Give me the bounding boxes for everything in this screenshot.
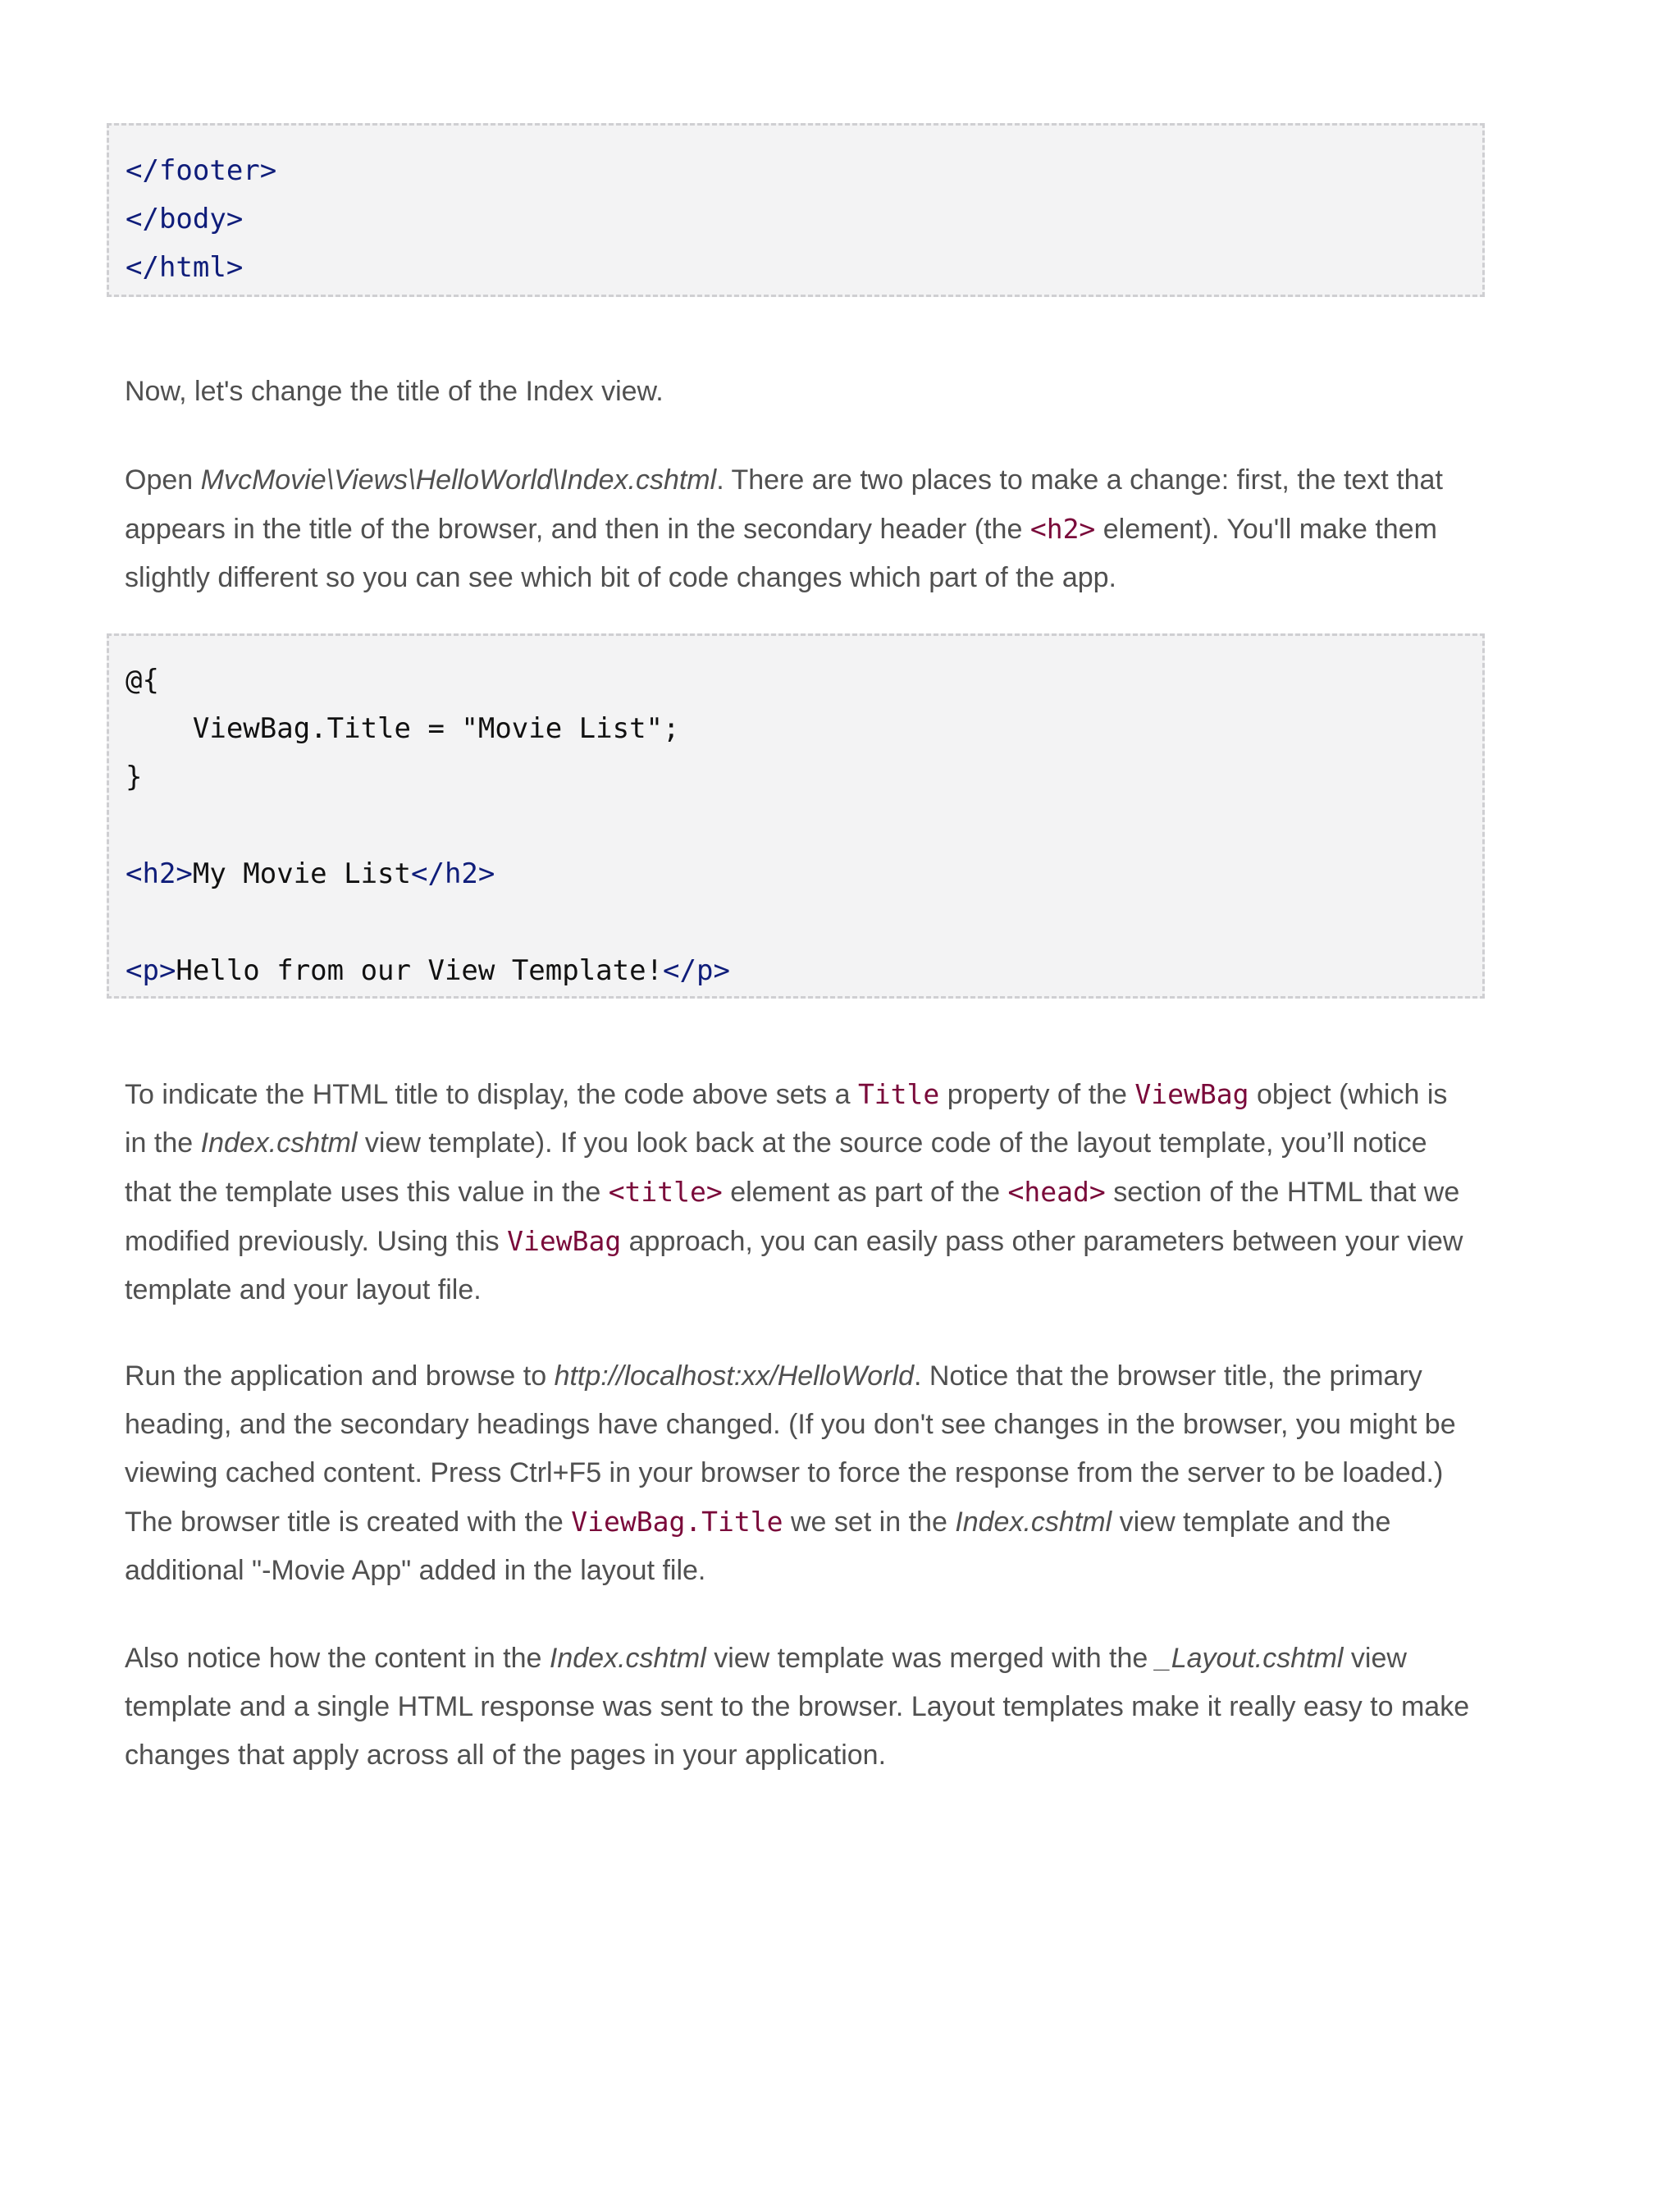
file-name: _Layout.cshtml	[1155, 1643, 1344, 1674]
text: Open	[125, 464, 201, 496]
text: we set in the	[783, 1506, 956, 1538]
text: view template and a single HTML response was sent to the browser. Layout templates make it really easy to make changes that apply across all of the pages in your application.	[125, 1643, 1470, 1771]
inline-code-viewbag-title: ViewBag.Title	[571, 1506, 783, 1538]
text: approach, you can easily pass other parameters between your view template and your layout file.	[125, 1226, 1463, 1305]
text: view template). If you look back at the source code of the layout template, you’ll notice that the template uses this value in the	[125, 1127, 1427, 1208]
inline-code-viewbag: ViewBag	[1134, 1078, 1249, 1110]
text: view template was merged with the	[705, 1643, 1156, 1674]
code-block-closing-tags	[107, 123, 1485, 297]
text: element as part of the	[722, 1177, 1008, 1208]
code-line: ViewBag.Title = "Movie List";	[126, 712, 680, 745]
text: . There are two places to make a change: first, the text that appears in the title of the browser, and then in the secondary header (the	[125, 464, 1443, 545]
text: object (which is in the	[125, 1079, 1448, 1159]
paragraph-layout-merge	[125, 1634, 1470, 1780]
text: . Notice that the browser title, the primary heading, and the secondary headings have changed. (If you don't see changes in the browser, you might be viewing cached content. Press Ctrl+F5 in your browser to force the response from the server to be loaded.) The browser title is created with the	[125, 1360, 1456, 1538]
url: http://localhost:xx/HelloWorld	[554, 1360, 914, 1392]
file-name: Index.cshtml	[955, 1506, 1112, 1538]
text: Also notice how the content in the	[125, 1643, 550, 1674]
inline-code-head-tag: <head>	[1007, 1176, 1106, 1208]
code-text: Hello from our View Template!	[176, 954, 664, 987]
code-tag: <h2>	[126, 857, 193, 890]
inline-code-title-tag: <title>	[608, 1176, 723, 1208]
file-name: Index.cshtml	[200, 1127, 358, 1159]
code-text: My Movie List	[192, 857, 411, 890]
code-line-h2	[126, 857, 495, 890]
text: Run the application and browse to	[125, 1360, 555, 1392]
text: property of the	[939, 1079, 1135, 1110]
code-tag: <p>	[126, 954, 176, 987]
paragraph-intro	[125, 368, 1470, 416]
paragraph-run-app	[125, 1352, 1470, 1595]
code-line: </footer>	[126, 154, 277, 187]
text: To indicate the HTML title to display, the code above sets a	[125, 1079, 858, 1110]
text: section of the HTML that we modified previously. Using this	[125, 1177, 1460, 1257]
file-name: Index.cshtml	[549, 1643, 706, 1674]
code-tag: </h2>	[411, 857, 495, 890]
paragraph-open-file	[125, 456, 1470, 602]
inline-code-title: Title	[857, 1078, 940, 1110]
inline-code-viewbag: ViewBag	[507, 1225, 622, 1257]
text: element). You'll make them slightly different so you can see which bit of code changes which part of the app.	[125, 514, 1437, 593]
paragraph-text: Now, let's change the title of the Index view.	[125, 376, 664, 407]
code-line-p	[126, 954, 730, 987]
paragraph-viewbag-title	[125, 1070, 1470, 1314]
inline-code-h2: <h2>	[1029, 513, 1096, 545]
file-path: MvcMovie\Views\HelloWorld\Index.cshtml	[200, 464, 717, 496]
code-line: </body>	[126, 203, 244, 235]
text: view template and the additional "-Movie App" added in the layout file.	[125, 1506, 1391, 1586]
code-line: </html>	[126, 251, 244, 284]
code-line: }	[126, 761, 143, 793]
code-tag: </p>	[663, 954, 730, 987]
code-line: @{	[126, 664, 159, 697]
code-block-index-view	[107, 633, 1485, 999]
